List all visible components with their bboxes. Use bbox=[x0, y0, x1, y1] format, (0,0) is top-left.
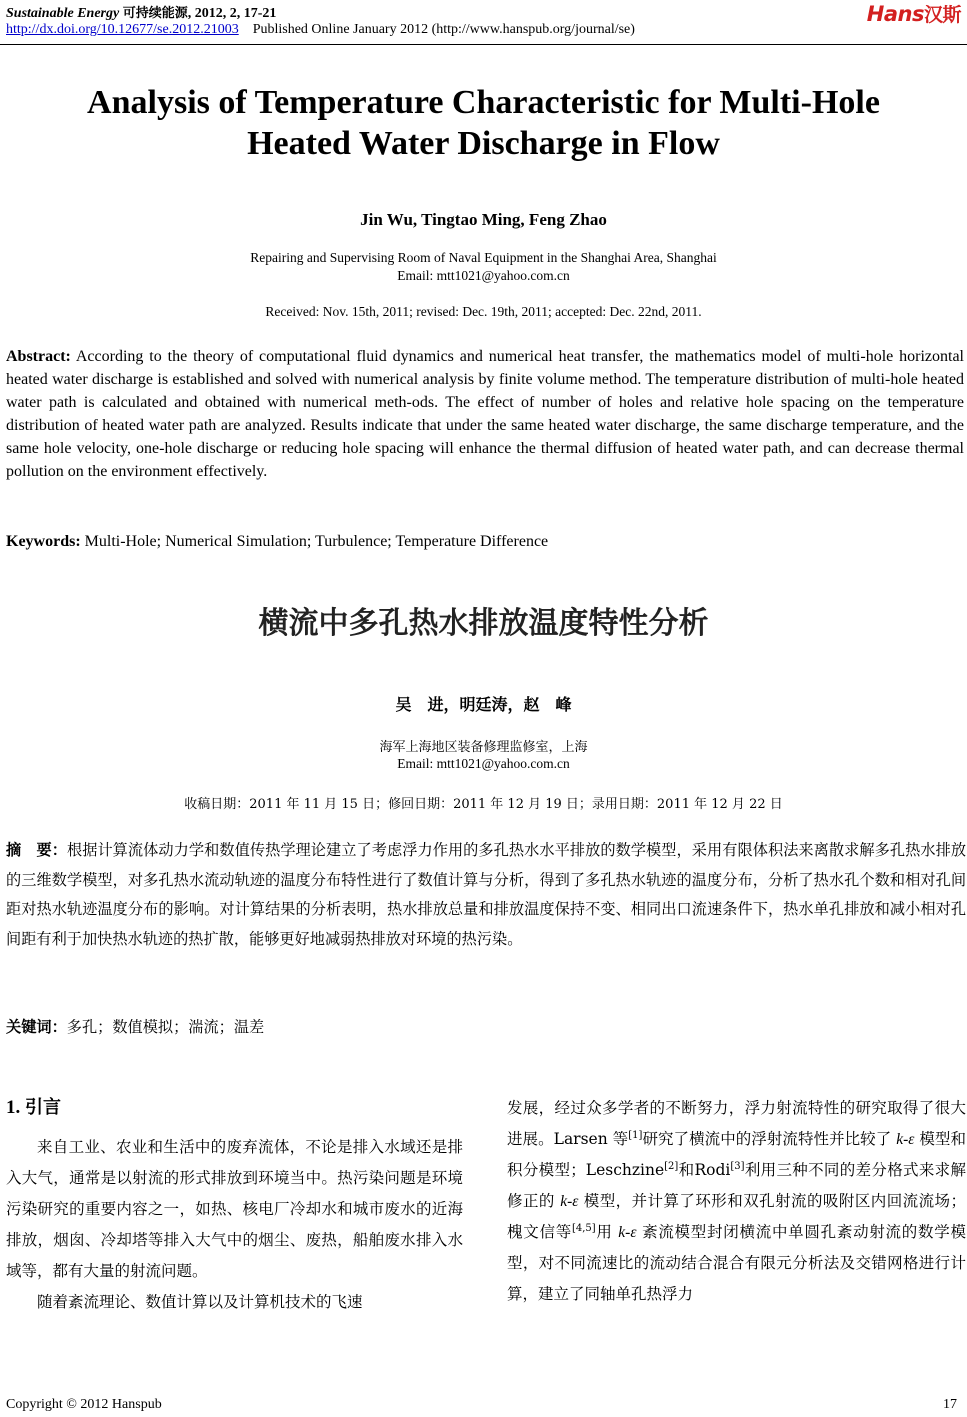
journal-name-zh: 可持续能源 bbox=[122, 6, 188, 21]
header-divider bbox=[0, 44, 967, 45]
citation-ref: [2] bbox=[664, 1160, 679, 1172]
abstract-en-text: According to the theory of computational fluid dynamics and numerical heat transfer, the mathematics model of multi-hole horizontal heated water discharge is established and solved with numerical analysis by finite volume method. The temperature distribution of multi-hole heated water path is calculated and obtained with numerical meth-ods. The effect of number of holes and relative hole spacing on the temperature distribution of heated water path are analyzed. Results indicate that under the same heated water discharge, the same discharge temperature, and the same hole velocity, one-hole discharge or reducing hole spacing will enhance the thermal diffusion of heated water path, and can decrease thermal pollution on the environment effectively. bbox=[6, 348, 964, 480]
text-run: 利用三种不同的差分格式来求解修正的 bbox=[507, 1161, 966, 1210]
keywords-zh bbox=[6, 1016, 264, 1037]
body-column-left bbox=[6, 1132, 463, 1318]
text-run: 研究了横流中的浮射流特性并比较了 bbox=[642, 1130, 897, 1148]
text-run: 模型和积分模型；Leschzine bbox=[507, 1130, 966, 1179]
title-en-line1: Analysis of Temperature Characteristic for Multi-Hole bbox=[87, 84, 880, 121]
received-zh: 收稿日期：2011 年 11 月 15 日；修回日期：2011 年 12 月 19 日；录用日期：2011 年 12 月 22 日 bbox=[184, 797, 783, 812]
journal-name: Sustainable Energy bbox=[6, 6, 120, 21]
doi-link[interactable]: http://dx.doi.org/10.12677/se.2012.21003 bbox=[6, 22, 239, 37]
header-publication-line bbox=[6, 22, 635, 38]
section-number: 1. bbox=[6, 1097, 21, 1118]
journal-header bbox=[6, 2, 276, 22]
received-en: Received: Nov. 15th, 2011; revised: Dec. 19th, 2011; accepted: Dec. 22nd, 2011. bbox=[265, 304, 702, 319]
hans-logo bbox=[867, 0, 961, 27]
abstract-zh bbox=[6, 836, 966, 954]
body-paragraph: 来自工业、农业和生活中的废弃流体，不论是排入水域还是排入大气，通常是以射流的形式排放到环境当中。热污染问题是环境污染研究的重要内容之一，如热、核电厂冷却水和城市废水的近海排放，烟囱、冷却塔等排入大气中的烟尘、废热，船舶废水排入水域等，都有大量的射流问题。 bbox=[6, 1138, 463, 1280]
published-online: Published Online January 2012 (http://www.hanspub.org/journal/se) bbox=[252, 22, 635, 37]
email-en: Email: mtt1021@yahoo.com.cn bbox=[397, 268, 570, 283]
abstract-en-label: Abstract: bbox=[6, 348, 71, 365]
keywords-zh-label: 关键词： bbox=[6, 1018, 67, 1036]
logo-text-zh: 汉斯 bbox=[923, 4, 961, 26]
logo-text: Hans bbox=[866, 2, 924, 26]
text-run: 和Rodi bbox=[678, 1161, 731, 1179]
affiliation-en: Repairing and Supervising Room of Naval Equipment in the Shanghai Area, Shanghai bbox=[250, 250, 717, 265]
affiliation-zh: 海军上海地区装备修理监修室，上海 bbox=[379, 740, 588, 755]
journal-issue: , 2012, 2, 17-21 bbox=[187, 6, 277, 21]
paper-title-zh: 横流中多孔热水排放温度特性分析 bbox=[258, 606, 709, 641]
keywords-en bbox=[6, 530, 964, 553]
paper-title-en bbox=[40, 82, 927, 164]
text-run: 模型，并计算了环形和双孔射流的吸附区内回流流场；槐文信等 bbox=[507, 1192, 966, 1241]
text-run: 用 bbox=[595, 1223, 619, 1241]
abstract-zh-label: 摘 要： bbox=[6, 841, 67, 859]
keywords-en-label: Keywords: bbox=[6, 533, 81, 550]
abstract-zh-text: 根据计算流体动力学和数值传热学理论建立了考虑浮力作用的多孔热水水平排放的数学模型，采用有限体积法来离散求解多孔热水排放的三维数学模型，对多孔热水流动轨迹的温度分布特性进行了数值计算与分析，得到了多孔热水轨迹的温度分布，分析了热水孔个数和相对孔间距对热水轨迹温度分布的影响。对计算结果的分析表明，热水排放总量和排放温度保持不变、相同出口流速条件下，热水单孔排放和减小相对孔间距有利于加快热水轨迹的热扩散，能够更好地减弱热排放对环境的热污染。 bbox=[6, 841, 967, 948]
abstract-en bbox=[6, 345, 964, 483]
footer-page-number: 17 bbox=[943, 1397, 957, 1412]
k-epsilon: k-ε bbox=[896, 1131, 915, 1148]
k-epsilon: k-ε bbox=[618, 1224, 637, 1241]
footer-copyright: Copyright © 2012 Hanspub bbox=[6, 1397, 162, 1412]
citation-ref: [1] bbox=[628, 1129, 643, 1141]
citation-ref: [3] bbox=[730, 1160, 745, 1172]
citation-ref: [4,5] bbox=[571, 1222, 596, 1234]
body-paragraph bbox=[507, 1093, 966, 1310]
text-run: 紊流模型封闭横流中单圆孔紊动射流的数学模型，对不同流速比的流动结合混合有限元分析法及交错网格进行计算，建立了同轴单孔热浮力 bbox=[507, 1223, 966, 1303]
section-title: 引言 bbox=[25, 1097, 61, 1118]
authors-en: Jin Wu, Tingtao Ming, Feng Zhao bbox=[360, 210, 607, 229]
email-zh: Email: mtt1021@yahoo.com.cn bbox=[397, 756, 570, 771]
body-column-right bbox=[507, 1093, 966, 1310]
title-en-line2: Heated Water Discharge in Flow bbox=[247, 125, 720, 162]
keywords-en-text: Multi-Hole; Numerical Simulation; Turbulence; Temperature Difference bbox=[80, 533, 549, 550]
k-epsilon: k-ε bbox=[560, 1193, 579, 1210]
section-heading bbox=[6, 1093, 61, 1119]
text-run: 发展，经过众多学者的不断努力，浮力射流特性的研究取得了很大进展。Larsen 等 bbox=[507, 1099, 966, 1148]
authors-zh: 吴 进，明廷涛，赵 峰 bbox=[395, 695, 572, 714]
body-paragraph: 随着紊流理论、数值计算以及计算机技术的飞速 bbox=[37, 1293, 363, 1311]
keywords-zh-text: 多孔；数值模拟；湍流；温差 bbox=[66, 1018, 265, 1036]
